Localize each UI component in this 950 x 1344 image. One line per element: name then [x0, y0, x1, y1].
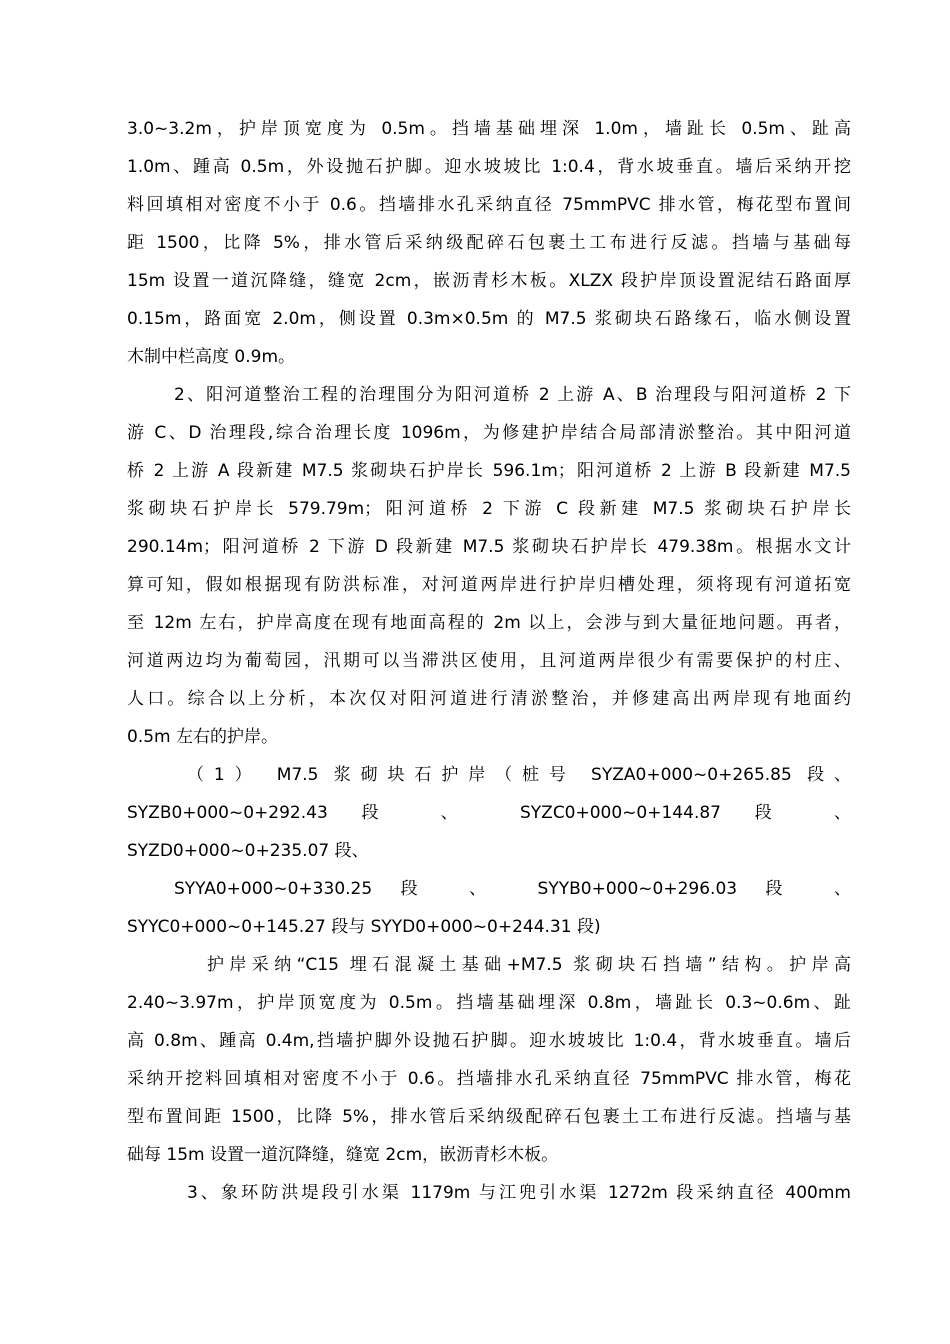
text-line: SYYC0+000~0+145.27 段与 SYYD0+000~0+244.31 段): [127, 917, 601, 937]
paragraph: [127, 870, 851, 946]
text-line: SYYA0+000~0+330.25 段 、 SYYB0+000~0+296.03 段 、: [174, 879, 851, 899]
text-line: 1.0m、踵高 0.5m，外设抛石护脚。迎水坡坡比 1:0.4，背水坡垂直。墙后采纳开挖: [127, 157, 851, 177]
text-line: 料回填相对密度不小于 0.6。挡墙排水孔采纳直径 75mmPVC 排水管，梅花型布置间: [127, 195, 851, 215]
text-line: 护岸采纳“C15 埋石混凝土基础+M7.5 浆砌块石挡墙”结构。护岸高: [207, 955, 851, 975]
text-line: 0.15m，路面宽 2.0m，侧设置 0.3m×0.5m 的 M7.5 浆砌块石路缘石，临水侧设置: [127, 309, 851, 329]
text-line: 浆砌块石护岸长 579.79m；阳河道桥 2 下游 C 段新建 M7.5 浆砌块石护岸长: [127, 499, 851, 519]
paragraph: [127, 756, 851, 870]
text-line: 采纳开挖料回填相对密度不小于 0.6。挡墙排水孔采纳直径 75mmPVC 排水管，梅花: [127, 1069, 851, 1089]
text-line: 3、象环防洪堤段引水渠 1179m 与江兜引水渠 1272m 段采纳直径 400mm: [187, 1183, 851, 1203]
text-line: 2、阳河道整治工程的治理围分为阳河道桥 2 上游 A、B 治理段与阳河道桥 2 下: [174, 385, 851, 405]
text-line: 木制中栏高度 0.9m。: [127, 347, 295, 367]
text-line: 0.5m 左右的护岸。: [127, 727, 278, 747]
document-page: [127, 110, 851, 1212]
paragraph: [127, 376, 851, 756]
text-line: 距 1500，比降 5%，排水管后采纳级配碎石包裹土工布进行反滤。挡墙与基础每: [127, 233, 851, 253]
text-line: 高 0.8m、踵高 0.4m,挡墙护脚外设抛石护脚。迎水坡坡比 1:0.4，背水坡垂直。墙后: [127, 1031, 851, 1051]
text-line: （1） M7.5 浆砌块石护岸（桩号 SYZA0+000~0+265.85 段、: [187, 765, 851, 785]
text-line: 2.40~3.97m，护岸顶宽度为 0.5m。挡墙基础埋深 0.8m，墙趾长 0.3~0.6m、趾: [127, 993, 851, 1013]
text-line: 至 12m 左右，护岸高度在现有地面高程的 2m 以上，会涉与到大量征地问题。再者，: [127, 613, 851, 633]
text-line: 础每 15m 设置一道沉降缝，缝宽 2cm，嵌沥青杉木板。: [127, 1145, 559, 1165]
text-line: 游 C、D 治理段,综合治理长度 1096m，为修建护岸结合局部清淤整治。其中阳河道: [127, 423, 851, 443]
text-line: 290.14m；阳河道桥 2 下游 D 段新建 M7.5 浆砌块石护岸长 479.38m。根据水文计: [127, 537, 851, 557]
text-line: 15m 设置一道沉降缝，缝宽 2cm，嵌沥青杉木板。XLZX 段护岸顶设置泥结石路面厚: [127, 271, 851, 291]
paragraph: [127, 1174, 851, 1212]
text-line: 3.0~3.2m，护岸顶宽度为 0.5m。挡墙基础埋深 1.0m，墙趾长 0.5m、趾高: [127, 119, 851, 139]
text-line: 人口。综合以上分析，本次仅对阳河道进行清淤整治，并修建高出两岸现有地面约: [127, 689, 851, 709]
text-line: SYZD0+000~0+235.07 段、: [127, 841, 369, 861]
text-line: 河道两边均为葡萄园，汛期可以当滞洪区使用，且河道两岸很少有需要保护的村庄、: [127, 651, 851, 671]
text-line: 算可知，假如根据现有防洪标准，对河道两岸进行护岸归槽处理，须将现有河道拓宽: [127, 575, 851, 595]
paragraph: [127, 110, 851, 376]
text-line: 桥 2 上游 A 段新建 M7.5 浆砌块石护岸长 596.1m；阳河道桥 2 上游 B 段新建 M7.5: [127, 461, 851, 481]
text-line: 型布置间距 1500，比降 5%，排水管后采纳级配碎石包裹土工布进行反滤。挡墙与基: [127, 1107, 851, 1127]
paragraph: [127, 946, 851, 1174]
text-line: SYZB0+000~0+292.43 段 、 SYZC0+000~0+144.87 段 、: [127, 803, 851, 823]
